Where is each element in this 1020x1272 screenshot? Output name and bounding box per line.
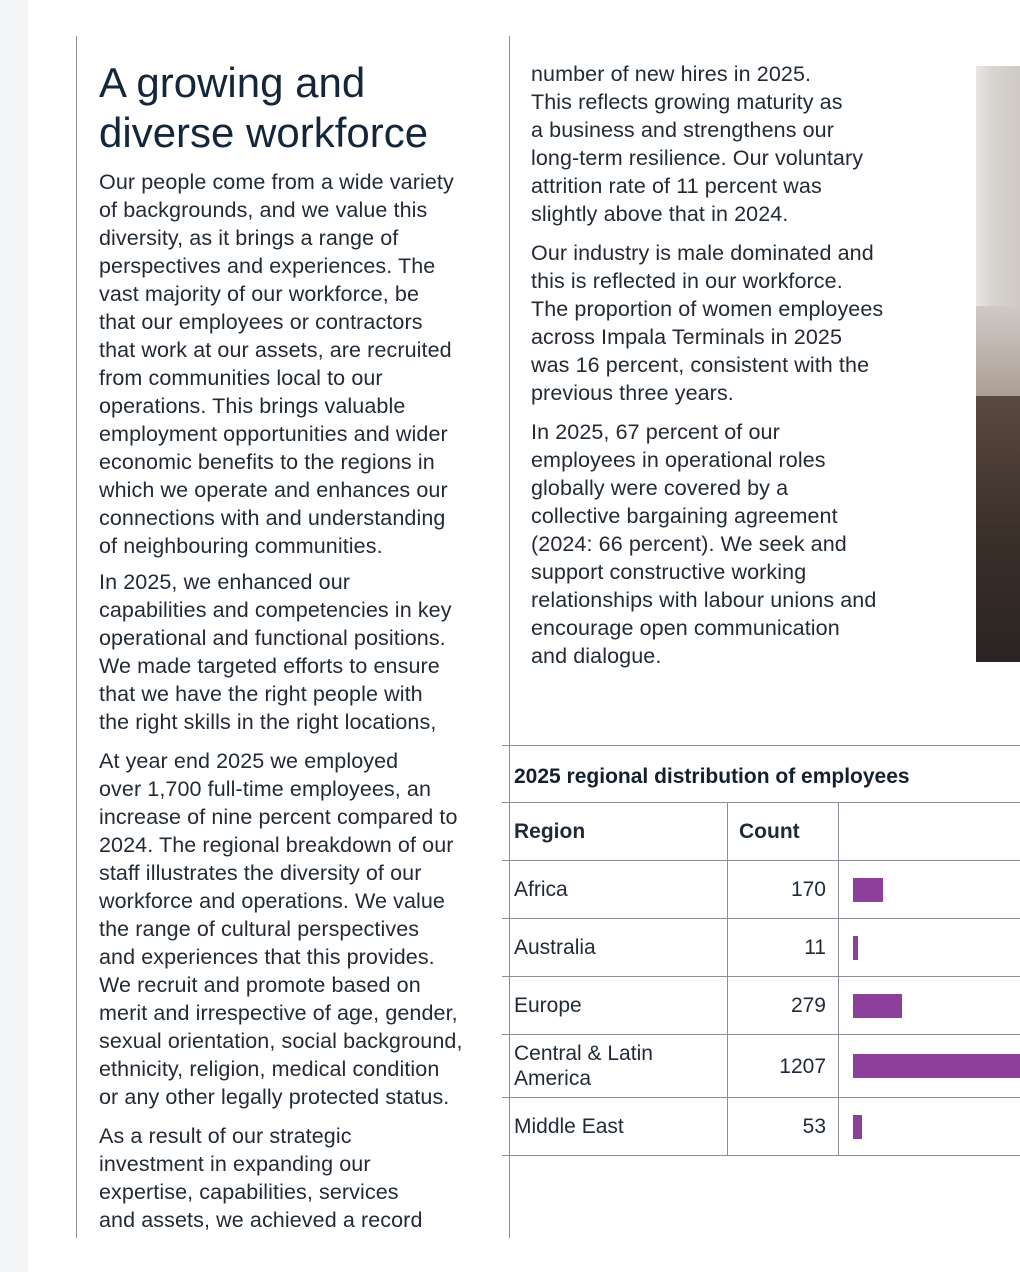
bar-middle-east — [853, 1115, 862, 1139]
table-row — [502, 977, 1020, 1035]
text-line: Our people come from a wide variety — [99, 170, 454, 194]
text-line: This reflects growing maturity as — [531, 90, 843, 114]
text-line: (2024: 66 percent). We seek and — [531, 532, 847, 556]
text-line: and assets, we achieved a record — [99, 1208, 423, 1232]
text-line: staff illustrates the diversity of our — [99, 861, 422, 885]
paragraph-text — [99, 1122, 499, 1234]
cell-count: 11 — [728, 919, 839, 977]
text-line: slightly above that in 2024. — [531, 202, 789, 226]
left-paragraph-3 — [99, 747, 499, 1111]
text-line: employment opportunities and wider — [99, 422, 448, 446]
mid-paragraph-2 — [531, 239, 931, 407]
photo-machinery-highlight — [976, 306, 1020, 406]
text-line: In 2025, 67 percent of our — [531, 420, 780, 444]
paragraph-text — [531, 418, 931, 670]
paragraph-text — [531, 60, 931, 228]
text-line: capabilities and competencies in key — [99, 598, 452, 622]
text-line: that work at our assets, are recruited — [99, 338, 452, 362]
text-line: connections with and understanding — [99, 506, 446, 530]
text-line: that our employees or contractors — [99, 310, 423, 334]
paragraph-text — [99, 168, 499, 560]
bar-africa — [853, 878, 883, 902]
photo-machinery-shadow — [976, 396, 1020, 662]
text-line: this is reflected in our workforce. — [531, 269, 843, 293]
cell-count: 1207 — [728, 1035, 839, 1098]
cell-bar — [839, 861, 1020, 919]
table-row — [502, 1098, 1020, 1156]
left-paragraph-4 — [99, 1122, 499, 1234]
text-line: the range of cultural perspectives — [99, 917, 420, 941]
text-line: investment in expanding our — [99, 1152, 371, 1176]
text-line: and dialogue. — [531, 644, 662, 668]
text-line: sexual orientation, social background, — [99, 1029, 463, 1053]
table-row — [502, 919, 1020, 977]
distribution-table — [502, 803, 1020, 1156]
cell-count: 170 — [728, 861, 839, 919]
text-line: operational and functional positions. — [99, 626, 446, 650]
cell-region — [502, 1035, 728, 1098]
heading-line-2: diverse workforce — [99, 109, 429, 156]
text-line: was 16 percent, consistent with the — [531, 353, 870, 377]
header-region: Region — [502, 803, 728, 861]
text-line: that we have the right people with — [99, 682, 423, 706]
cell-bar — [839, 919, 1020, 977]
mid-paragraph-3 — [531, 418, 931, 670]
text-line: As a result of our strategic — [99, 1124, 352, 1148]
industrial-photo — [976, 66, 1020, 662]
mid-paragraph-1 — [531, 60, 931, 228]
left-column — [76, 36, 497, 1238]
text-line: attrition rate of 11 percent was — [531, 174, 822, 198]
cell-region: Africa — [502, 861, 728, 919]
text-line: or any other legally protected status. — [99, 1085, 450, 1109]
text-line: perspectives and experiences. The — [99, 254, 436, 278]
region-line: America — [514, 1067, 592, 1090]
text-line: the right skills in the right locations, — [99, 710, 437, 734]
text-line: In 2025, we enhanced our — [99, 570, 351, 594]
text-line: ethnicity, religion, medical condition — [99, 1057, 440, 1081]
text-line: across Impala Terminals in 2025 — [531, 325, 843, 349]
cell-bar — [839, 977, 1020, 1035]
text-line: economic benefits to the regions in — [99, 450, 435, 474]
region-line: Central & Latin — [514, 1042, 653, 1065]
paragraph-text — [531, 239, 931, 407]
text-line: merit and irrespective of age, gender, — [99, 1001, 458, 1025]
cell-region: Europe — [502, 977, 728, 1035]
table-row — [502, 861, 1020, 919]
text-line: We made targeted efforts to ensure — [99, 654, 440, 678]
paragraph-text — [99, 747, 499, 1111]
section-heading — [99, 58, 519, 158]
bar-europe — [853, 994, 902, 1018]
header-count: Count — [728, 803, 839, 861]
bar-australia — [853, 936, 858, 960]
text-line: At year end 2025 we employed — [99, 749, 399, 773]
text-line: and experiences that this provides. — [99, 945, 435, 969]
text-line: support constructive working — [531, 560, 807, 584]
cell-region: Middle East — [502, 1098, 728, 1156]
cell-count: 53 — [728, 1098, 839, 1156]
text-line: The proportion of women employees — [531, 297, 884, 321]
header-bar — [839, 803, 1020, 861]
text-line: operations. This brings valuable — [99, 394, 406, 418]
bar-central-latin-america — [853, 1054, 1020, 1078]
table-title: 2025 regional distribution of employees — [502, 745, 1020, 803]
cell-bar — [839, 1098, 1020, 1156]
text-line: number of new hires in 2025. — [531, 62, 812, 86]
text-line: We recruit and promote based on — [99, 973, 421, 997]
text-line: vast majority of our workforce, be — [99, 282, 420, 306]
text-line: a business and strengthens our — [531, 118, 835, 142]
regional-distribution-table — [502, 745, 1020, 1156]
table-row — [502, 1035, 1020, 1098]
text-line: which we operate and enhances our — [99, 478, 448, 502]
text-line: globally were covered by a — [531, 476, 789, 500]
cell-count: 279 — [728, 977, 839, 1035]
paragraph-text — [99, 568, 499, 736]
text-line: relationships with labour unions and — [531, 588, 877, 612]
text-line: expertise, capabilities, services — [99, 1180, 399, 1204]
text-line: diversity, as it brings a range of — [99, 226, 399, 250]
heading-line-1: A growing and — [99, 59, 366, 106]
table-header-row — [502, 803, 1020, 861]
text-line: previous three years. — [531, 381, 734, 405]
left-paragraph-1 — [99, 168, 499, 560]
text-line: workforce and operations. We value — [99, 889, 445, 913]
text-line: increase of nine percent compared to — [99, 805, 458, 829]
text-line: of backgrounds, and we value this — [99, 198, 428, 222]
text-line: long-term resilience. Our voluntary — [531, 146, 864, 170]
left-paragraph-2 — [99, 568, 499, 736]
cell-bar — [839, 1035, 1020, 1098]
text-line: 2024. The regional breakdown of our — [99, 833, 454, 857]
text-line: collective bargaining agreement — [531, 504, 838, 528]
text-line: Our industry is male dominated and — [531, 241, 874, 265]
text-line: from communities local to our — [99, 366, 383, 390]
text-line: employees in operational roles — [531, 448, 826, 472]
text-line: of neighbouring communities. — [99, 534, 383, 558]
text-line: over 1,700 full-time employees, an — [99, 777, 432, 801]
cell-region: Australia — [502, 919, 728, 977]
text-line: encourage open communication — [531, 616, 840, 640]
